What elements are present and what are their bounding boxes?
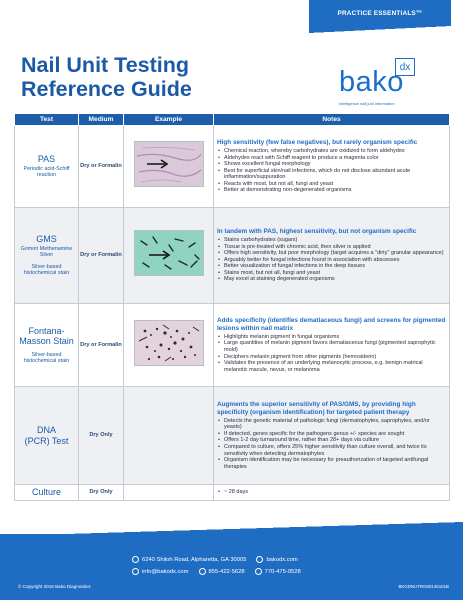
example-cell (124, 387, 214, 485)
globe-icon (256, 556, 263, 563)
table-row-culture (15, 485, 450, 501)
medium-cell: Dry or Formalin (79, 208, 124, 304)
test-cell (15, 208, 79, 304)
test-subtitle: Gomori Methenamine Silver (20, 245, 73, 259)
note-bullet: • May excel at staining degenerated organisms (217, 276, 446, 283)
copyright: © Copyright 2018 Bako Diagnostics (18, 584, 91, 589)
website-item[interactable] (256, 556, 297, 563)
note-bullet: • Deciphers melanin pigment from other pigments (hemosiderin) (217, 354, 446, 361)
example-cell (124, 304, 214, 387)
example-cell (124, 485, 214, 501)
note-bullet: • Large quantities of melanin pigment favors dematiaceous fungi (pigmented saprophytic mold) (217, 340, 446, 353)
note-bullet: • Reacts with most, but not all, fungi and yeast (217, 181, 446, 188)
fontana-masson-example-image (134, 320, 204, 366)
table-row-gms (15, 208, 450, 304)
address-text: 6240 Shiloh Road, Alpharetta, GA 30005 (142, 556, 247, 563)
medium-cell: Dry Only (79, 485, 124, 501)
email-item[interactable] (132, 568, 189, 575)
note-bullet: • Offers high sensitivity, but poor morphology (target acquires a "dirty" granular appearance) (217, 250, 446, 257)
note-bullet: • Better visualization of fungal infections in the deep tissues (217, 263, 446, 270)
bako-logo (339, 58, 443, 108)
footer (0, 534, 463, 600)
test-subtitle: Silver-based histochemical stain (23, 351, 70, 364)
table-row-fontana-masson (15, 304, 450, 387)
notes-heading: High sensitivity (few false negatives), but rarely organism specific (217, 138, 418, 146)
fax-number: 770-475-0528 (264, 568, 301, 575)
example-cell (124, 126, 214, 208)
test-name: GMS (36, 234, 57, 245)
col-header-test: Test (15, 114, 79, 126)
note-bullet: • If detected, genes specific for the pathogens genus +/- species are sought (217, 431, 446, 438)
reference-table (14, 113, 450, 501)
gms-example-image (134, 230, 204, 276)
medium-cell: Dry or Formalin (79, 126, 124, 208)
phone-icon (199, 568, 206, 575)
notes-cell (214, 126, 450, 208)
note-bullet: • Aldehydes react with Schiff reagent to produce a magenta color (217, 155, 446, 162)
note-bullet: • Shows excellent fungal morphology (217, 161, 446, 168)
note-bullet: • Validates the presence of an underlying melanocytic process, e.g. benign matrical melanotic macule, nevus, or melanoma (217, 360, 446, 373)
notes-cell (214, 304, 450, 387)
email-link[interactable]: info@bakodx.com (142, 568, 189, 575)
test-cell (15, 304, 79, 387)
note-bullet: • Highlights melanin pigment in fungal organisms (217, 334, 446, 341)
mail-icon (132, 568, 139, 575)
notes-cell (214, 485, 450, 501)
medium-cell: Dry or Formalin (79, 304, 124, 387)
title-line-1: Nail Unit Testing (21, 53, 190, 77)
notes-heading: Adds specificity (identifies dematiaceous fungi) and screens for pigmented lesions within nail matrix (217, 316, 446, 332)
col-header-example: Example (124, 114, 214, 126)
fax-icon (255, 568, 262, 575)
test-name: Culture (31, 487, 61, 497)
notes-heading: In tandem with PAS, highest sensitivity, but not organism specific (217, 227, 417, 235)
footer-row-2 (132, 568, 301, 575)
address-item (132, 556, 246, 563)
document-code: BKGDNUTRG00145101B (398, 584, 449, 589)
test-name: PAS (37, 154, 56, 165)
test-name: DNA (PCR) Test (24, 425, 69, 446)
test-subtitle-2: Silver-based histochemical stain (23, 263, 70, 277)
location-pin-icon (132, 556, 139, 563)
test-cell (15, 126, 79, 208)
website-link[interactable]: bakodx.com (266, 556, 298, 563)
notes-heading: Augments the superior sensitivity of PAS/GMS, by providing high specificity (organism identification) for targeted patient therapy (217, 400, 416, 416)
logo-tagline: intelligence nail just information (339, 101, 395, 106)
note-bullet: • Better at demonstrating non-degenerated organisms (217, 187, 446, 194)
notes-cell (214, 387, 450, 485)
note-bullet: • Chemical reaction, whereby carbohydrates are oxidized to form aldehydes (217, 148, 446, 155)
medium-cell: Dry Only (79, 387, 124, 485)
practice-essentials-badge: PRACTICE ESSENTIALS™ (309, 0, 451, 26)
fax-item (255, 568, 301, 575)
note-bullet: • Tissue is pre-treated with chromic acid, then silver is applied (217, 244, 446, 251)
test-cell (15, 485, 79, 501)
example-cell (124, 208, 214, 304)
table-row-pas (15, 126, 450, 208)
note-bullet: • Best for superficial skin/nail infections, which do not disclose abundant acute inflammation/suppuration (217, 168, 446, 181)
notes-cell (214, 208, 450, 304)
pas-example-image (134, 141, 204, 187)
test-cell (15, 387, 79, 485)
page-title (21, 53, 192, 101)
note-bullet: • ~ 28 days (217, 489, 446, 496)
note-bullet: • Stains most, but not all, fungi and yeast (217, 270, 446, 277)
phone-item[interactable] (199, 568, 245, 575)
test-subtitle: Periodic acid-Schiff reaction (23, 165, 70, 179)
table-row-dna-pcr (15, 387, 450, 485)
col-header-medium: Medium (79, 114, 124, 126)
footer-row-1 (132, 556, 298, 563)
note-bullet: • Organism identification may be necessary for preauthorization of targeted antifungal therapies (217, 457, 446, 470)
note-bullet: • Arguably better for fungal infections found in association with abscesses (217, 257, 446, 264)
logo-wordmark: bako (339, 66, 404, 98)
note-bullet: • Stains carbohydrates (sugars) (217, 237, 446, 244)
test-name: Fontana-Masson Stain (19, 325, 74, 347)
logo-dx-box: dx (395, 58, 415, 76)
note-bullet: • Offers 1-2 day turnaround time, rather than 28+ days via culture (217, 437, 446, 444)
col-header-notes: Notes (214, 114, 450, 126)
note-bullet: • Detects the genetic material of pathologic fungi (dermatophytes, saprophytes, and/or yeasts) (217, 418, 446, 431)
title-line-2: Reference Guide (21, 77, 192, 101)
phone-number[interactable]: 855-422-5628 (208, 568, 245, 575)
note-bullet: • Compared to culture, offers 25% higher sensitivity than culture overall, and twice its sensitivity when detecting dermatophytes (217, 444, 446, 457)
